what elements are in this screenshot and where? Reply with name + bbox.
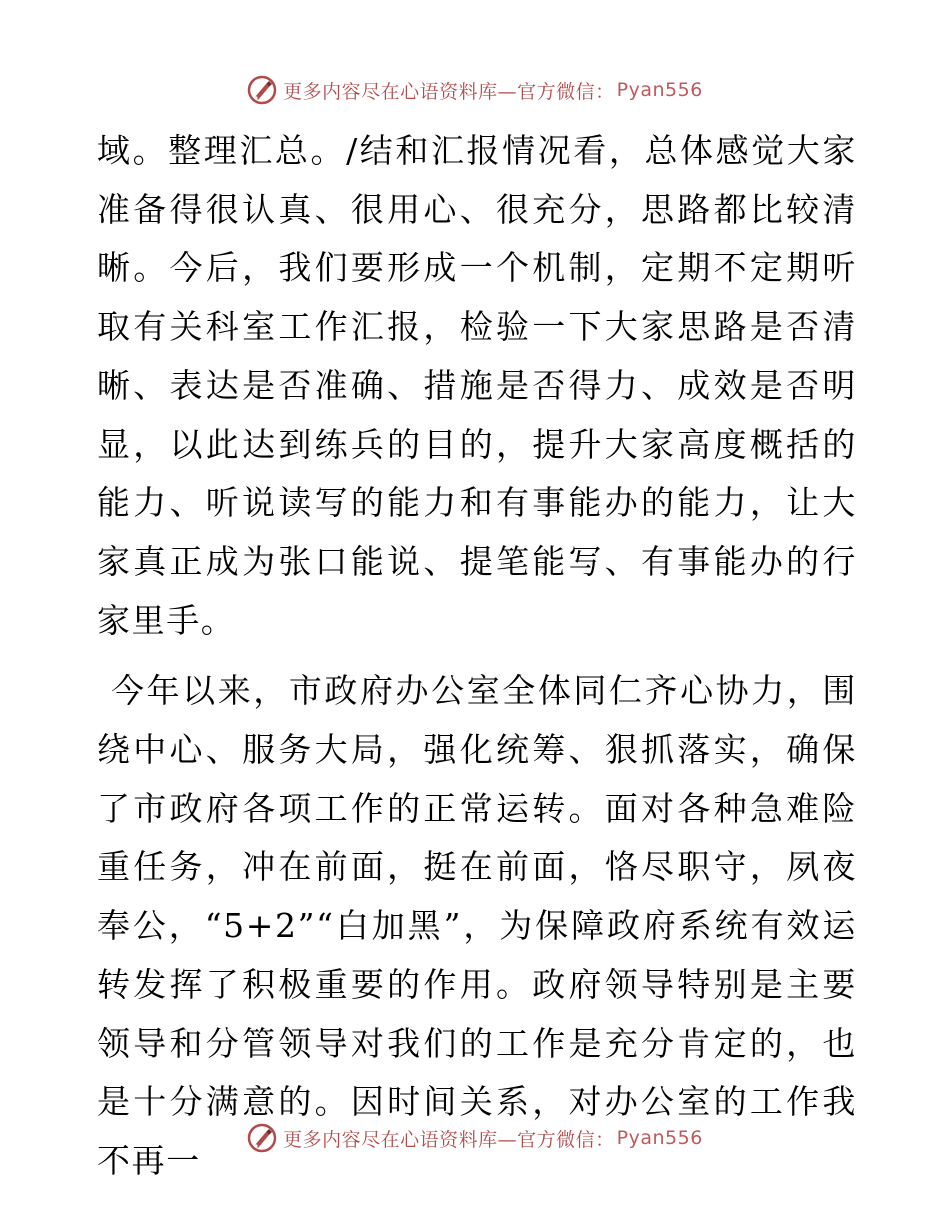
paragraph-2: 今年以来，市政府办公室全体同仁齐心协力，围绕中心、服务大局，强化统筹、狠抓落实，确保了市政府各项工作的正常运转。面对各种急难险重任务，冲在前面，挺在前面，恪尽职守，夙夜奉公，“5+2”“白加黑”，为保障政府系统有效运转发挥了积极重要的作用。政府领导特别是主要领导和分管领导对我们的工作是充分肯定的，也是十分满意的。因时间关系，对办公室的工作我不再一 — [97, 671, 857, 1180]
document-body — [97, 122, 857, 1191]
paragraph-1: 域。整理汇总。/结和汇报情况看，总体感觉大家准备得很认真、很用心、很充分，思路都比较清晰。今后，我们要形成一个机制，定期不定期听取有关科室工作汇报，检验一下大家思路是否清晰、表达是否准确、措施是否得力、成效是否明显，以此达到练兵的目的，提升大家高度概括的能力、听说读写的能力和有事能办的能力，让大家真正成为张口能说、提笔能写、有事能办的行家里手。 — [97, 131, 857, 640]
watermark-account: Pyan556 — [616, 79, 703, 101]
watermark-label: 更多内容尽在心语资料库—官方微信： — [283, 80, 615, 103]
watermark-label: 更多内容尽在心语资料库—官方微信： — [283, 1128, 615, 1151]
watermark-account: Pyan556 — [616, 1127, 703, 1149]
page-footer-watermark — [0, 1120, 950, 1156]
pen-logo-icon — [247, 75, 277, 105]
pen-logo-icon — [247, 1123, 277, 1153]
page-header-watermark — [0, 72, 950, 108]
